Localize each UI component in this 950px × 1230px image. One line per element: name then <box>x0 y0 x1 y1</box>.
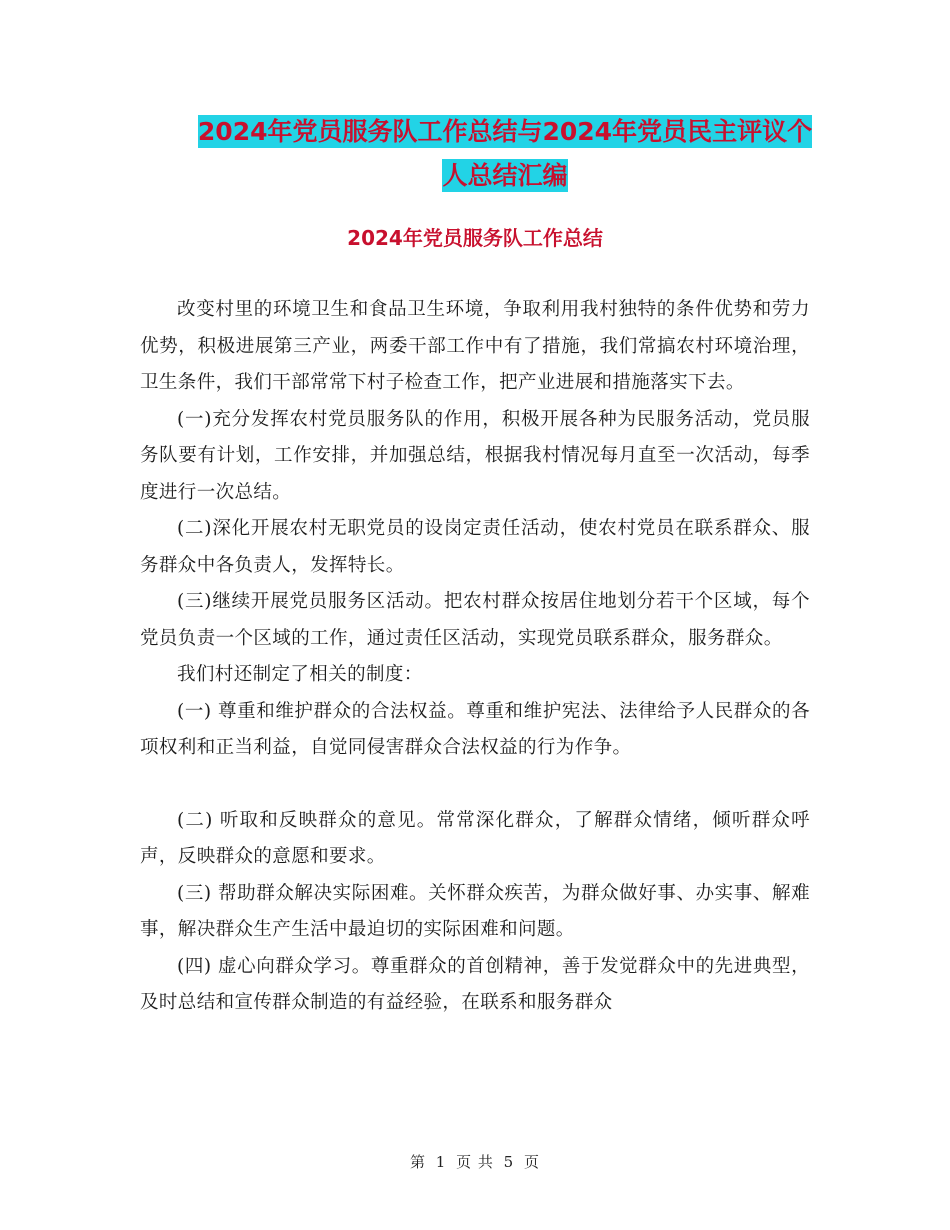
title-highlight-line-2: 人总结汇编 <box>442 161 568 190</box>
paragraph-item-3: (三)继续开展党员服务区活动。把农村群众按居住地划分若干个区域，每个党员负责一个区域的工作，通过责任区活动，实现党员联系群众，服务群众。 <box>140 591 810 649</box>
document-title <box>140 110 870 198</box>
section-title: 2024年党员服务队工作总结 <box>347 226 603 250</box>
paragraph-intro: 改变村里的环境卫生和食品卫生环境，争取利用我村独特的条件优势和劳力优势，积极进展第三产业，两委干部工作中有了措施，我们常搞农村环境治理，卫生条件，我们干部常常下村子检查工作，把产业进展和措施落实下去。 <box>140 299 810 393</box>
paragraph-rule-2: (二) 听取和反映群众的意见。常常深化群众，了解群众情绪，倾听群众呼声，反映群众的意愿和要求。 <box>140 809 810 867</box>
paragraph-rule-1: (一) 尊重和维护群众的合法权益。尊重和维护宪法、法律给予人民群众的各项权利和正当利益，自觉同侵害群众合法权益的行为作争。 <box>140 700 810 758</box>
footer-prefix: 第 <box>409 1153 426 1171</box>
footer-middle: 页 共 <box>456 1153 494 1171</box>
paragraph-item-2: (二)深化开展农村无职党员的设岗定责任活动，使农村党员在联系群众、服务群众中各负责人，发挥特长。 <box>140 518 810 576</box>
paragraph-item-1: (一)充分发挥农村党员服务队的作用，积极开展各种为民服务活动，党员服务队要有计划，工作安排，并加强总结，根据我村情况每月直至一次活动，每季度进行一次总结。 <box>140 408 810 503</box>
footer-total-pages: 5 <box>503 1153 515 1171</box>
title-highlight-line-1: 2024年党员服务队工作总结与2024年党员民主评议个 <box>197 117 813 146</box>
footer-current-page: 1 <box>435 1153 447 1171</box>
paragraph-rule-3: (三) 帮助群众解决实际困难。关怀群众疾苦，为群众做好事、办实事、解难事，解决群众生产生活中最迫切的实际困难和问题。 <box>140 882 810 940</box>
document-body <box>140 292 810 1022</box>
page-footer <box>0 1150 950 1174</box>
paragraph-rule-4: (四) 虚心向群众学习。尊重群众的首创精神，善于发觉群众中的先进典型，及时总结和宣传群众制造的有益经验，在联系和服务群众 <box>140 955 810 1013</box>
footer-suffix: 页 <box>524 1153 541 1171</box>
paragraph-rules-intro: 我们村还制定了相关的制度： <box>177 664 423 685</box>
